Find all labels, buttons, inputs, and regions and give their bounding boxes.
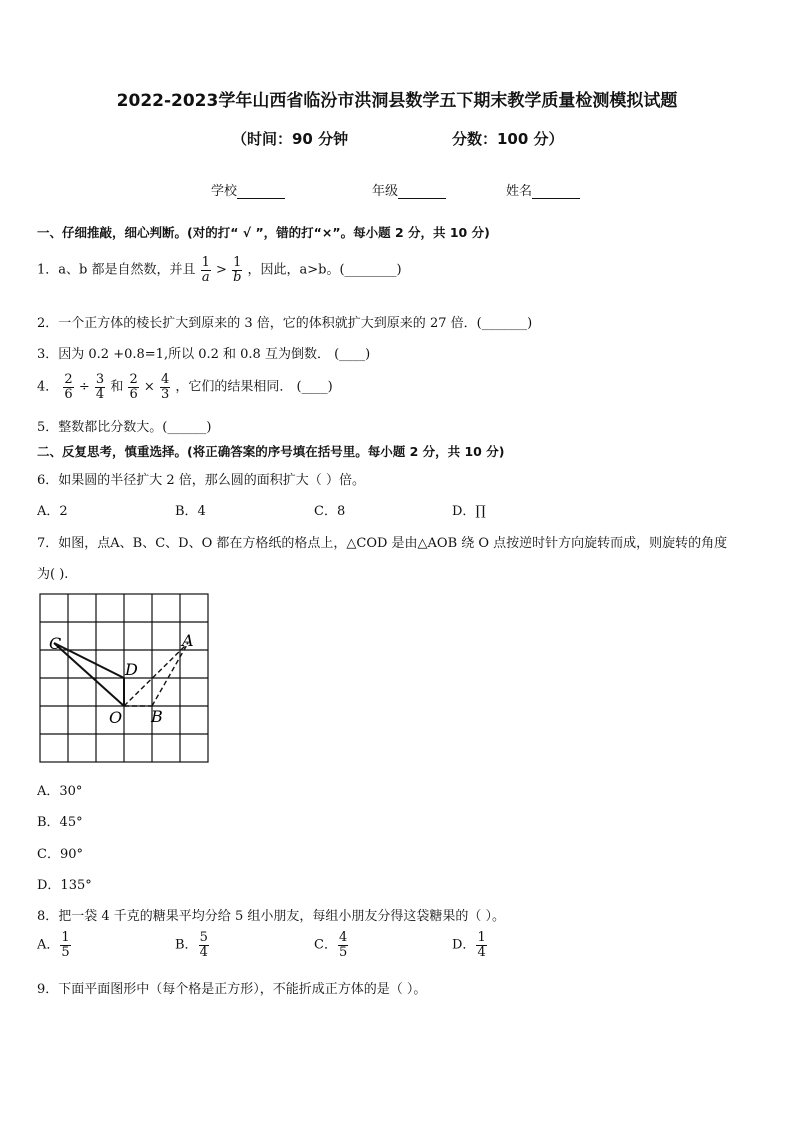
label-b: B [151,707,163,726]
triangle-cod [54,643,124,706]
q1-suffix: ，因此，a>b。(________) [247,262,402,278]
name-label: 姓名 [506,184,533,199]
q4-times-sign: × [143,379,155,395]
label-d: D [125,660,138,679]
q7-grid-figure [34,590,214,768]
question-4 [37,373,333,401]
q4-and: 和 [110,379,124,395]
q8-option-b-label: B． [175,937,198,953]
question-7-line-1: 7．如图，点A、B、C、D、O 都在方格纸的格点上，△COD 是由△AOB 绕 O 点按逆时针方向旋转而成，则旋转的角度 [37,536,728,551]
q8-option-d-fraction: $\frac{1}{4}$ [477,930,486,960]
q8-option-c-fraction: $\frac{4}{5}$ [338,930,348,960]
question-9: 9．下面平面图形中（每个格是正方形），不能折成正方体的是（ ）。 [37,982,427,997]
label-a: A [182,631,194,650]
q4-fraction-d: $\frac{4}{3}$ [160,372,170,402]
q4-fraction-a: $\frac{2}{6}$ [64,372,73,402]
question-3: 3．因为 0.2 +0.8=1,所以 0.2 和 0.8 互为倒数． (____) [37,347,371,362]
q8-option-c-label: C． [314,937,337,953]
q6-option-d[interactable]: D．∏ [452,504,486,519]
label-o: O [109,708,123,727]
question-6: 6．如果圆的半径扩大 2 倍，那么圆的面积扩大（ ）倍。 [37,473,365,488]
grade-field [372,180,446,199]
q1-prefix: 1．a、b 都是自然数，并且 [37,262,196,278]
q4-fraction-b: $\frac{3}{4}$ [95,372,105,402]
question-7-line-2: 为( ). [37,567,69,582]
q4-prefix: 4． [37,379,59,395]
school-field [211,180,285,199]
q7-option-b[interactable]: B．45° [37,815,83,830]
name-field [506,180,580,199]
q4-suffix: ，它们的结果相同． (____) [175,379,333,395]
q1-greater-than: > [216,262,227,278]
q7-option-c[interactable]: C．90° [37,847,83,862]
q7-option-a[interactable]: A．30° [37,784,83,799]
page-title: 2022-2023学年山西省临汾市洪洞县数学五下期末教学质量检测模拟试题 [116,91,678,111]
section-2-heading: 二、反复思考，慎重选择。(将正确答案的序号填在括号里。每小题 2 分，共 10 分) [37,444,505,459]
q6-option-b[interactable]: B．4 [175,504,206,519]
label-c: C [49,634,62,653]
q4-divide-sign: ÷ [78,379,90,395]
grade-label: 年级 [372,184,399,199]
question-5: 5．整数都比分数大。(______) [37,420,212,435]
q8-option-a-label: A． [37,937,60,953]
q1-fraction-1a: $\frac{1}{a}$ [201,255,210,285]
name-blank[interactable] [532,185,580,199]
q1-fraction-1b: $\frac{1}{b}$ [233,255,242,285]
question-1 [37,256,402,284]
q8-option-c[interactable] [314,931,349,959]
q6-option-a[interactable]: A．2 [37,504,68,519]
section-1-heading: 一、仔细推敲，细心判断。(对的打“ √ ”，错的打“×”。每小题 2 分，共 10 分) [37,225,490,240]
q7-option-d[interactable]: D．135° [37,878,92,893]
q8-option-a-fraction: $\frac{1}{5}$ [61,930,70,960]
school-blank[interactable] [237,185,285,199]
q6-option-c[interactable]: C．8 [314,504,346,519]
grade-blank[interactable] [398,185,446,199]
school-label: 学校 [211,184,238,199]
q4-fraction-c: $\frac{2}{6}$ [129,372,138,402]
q8-option-b-fraction: $\frac{5}{4}$ [199,930,208,960]
exam-score: 分数：100 分） [452,130,564,148]
q8-option-a[interactable] [37,931,72,959]
q8-option-b[interactable] [175,931,210,959]
question-2: 2．一个正方体的棱长扩大到原来的 3 倍，它的体积就扩大到原来的 27 倍．(_______) [37,316,533,331]
question-8: 8．把一袋 4 千克的糖果平均分给 5 组小朋友，每组小朋友分得这袋糖果的（ ）。 [37,909,505,924]
exam-time: （时间：90 分钟 [232,130,349,148]
q8-option-d-label: D． [452,937,476,953]
q8-option-d[interactable] [452,931,488,959]
